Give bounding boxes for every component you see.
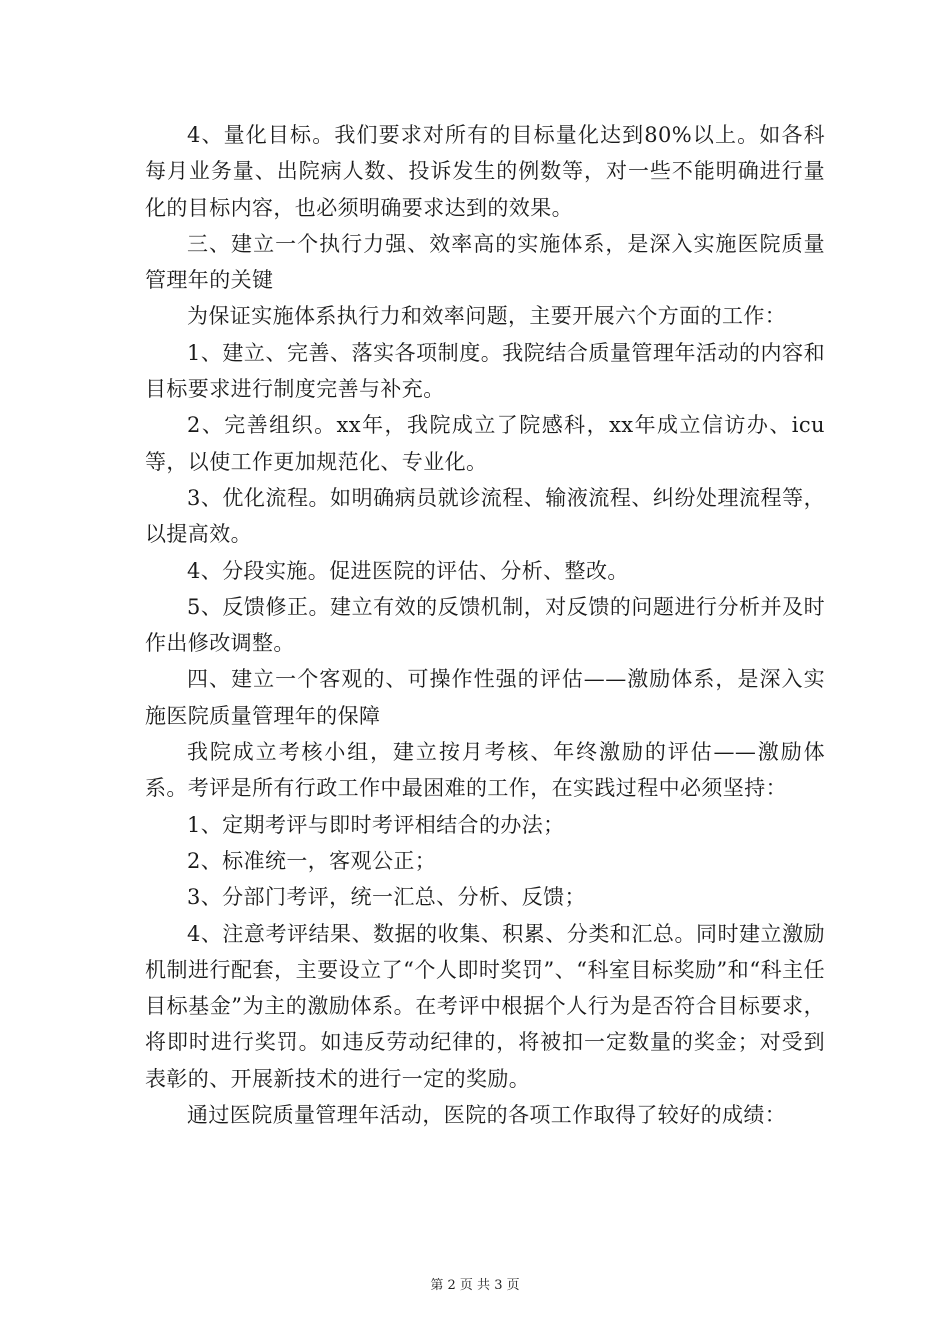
paragraph: 4、量化目标。我们要求对所有的目标量化达到80%以上。如各科每月业务量、出院病人数、投诉发生的例数等，对一些不能明确进行量化的目标内容，也必须明确要求达到的效果。 bbox=[145, 123, 825, 220]
list-item: 4、分段实施。促进医院的评估、分析、整改。 bbox=[187, 558, 629, 583]
paragraph: 为保证实施体系执行力和效率问题，主要开展六个方面的工作： bbox=[187, 304, 787, 329]
page-number-footer bbox=[0, 1274, 950, 1293]
list-item: 4、注意考评结果、数据的收集、积累、分类和汇总。同时建立激励机制进行配套，主要设立了“个人即时奖罚”、“科室目标奖励”和“科主任目标基金”为主的激励体系。在考评中根据个人行为是否符合目标要求，将即时进行奖罚。如违反劳动纪律的，将被扣一定数量的奖金；对受到表彰的、开展新技术的进行一定的奖励。 bbox=[145, 921, 825, 1091]
section-heading: 三、建立一个执行力强、效率高的实施体系，是深入实施医院质量管理年的关键 bbox=[145, 231, 825, 293]
page-number-text: 第 2 页 共 3 页 bbox=[430, 1278, 520, 1293]
paragraph: 通过医院质量管理年活动，医院的各项工作取得了较好的成绩： bbox=[187, 1103, 787, 1128]
list-item: 3、优化流程。如明确病员就诊流程、输液流程、纠纷处理流程等，以提高效。 bbox=[145, 485, 825, 547]
list-item: 2、标准统一，客观公正； bbox=[187, 848, 437, 873]
list-item: 2、完善组织。xx年，我院成立了院感科，xx年成立信访办、icu等，以使工作更加规范化、专业化。 bbox=[145, 413, 825, 474]
list-item: 5、反馈修正。建立有效的反馈机制，对反馈的问题进行分析并及时作出修改调整。 bbox=[145, 594, 825, 656]
list-item: 3、分部门考评，统一汇总、分析、反馈； bbox=[187, 885, 586, 910]
section-heading: 四、建立一个客观的、可操作性强的评估——激励体系，是深入实施医院质量管理年的保障 bbox=[145, 667, 825, 728]
list-item: 1、定期考评与即时考评相结合的办法； bbox=[187, 812, 565, 837]
list-item: 1、建立、完善、落实各项制度。我院结合质量管理年活动的内容和目标要求进行制度完善与补充。 bbox=[145, 340, 825, 402]
paragraph: 我院成立考核小组，建立按月考核、年终激励的评估——激励体系。考评是所有行政工作中最困难的工作，在实践过程中必须坚持： bbox=[145, 740, 825, 801]
document-body bbox=[145, 117, 825, 1133]
